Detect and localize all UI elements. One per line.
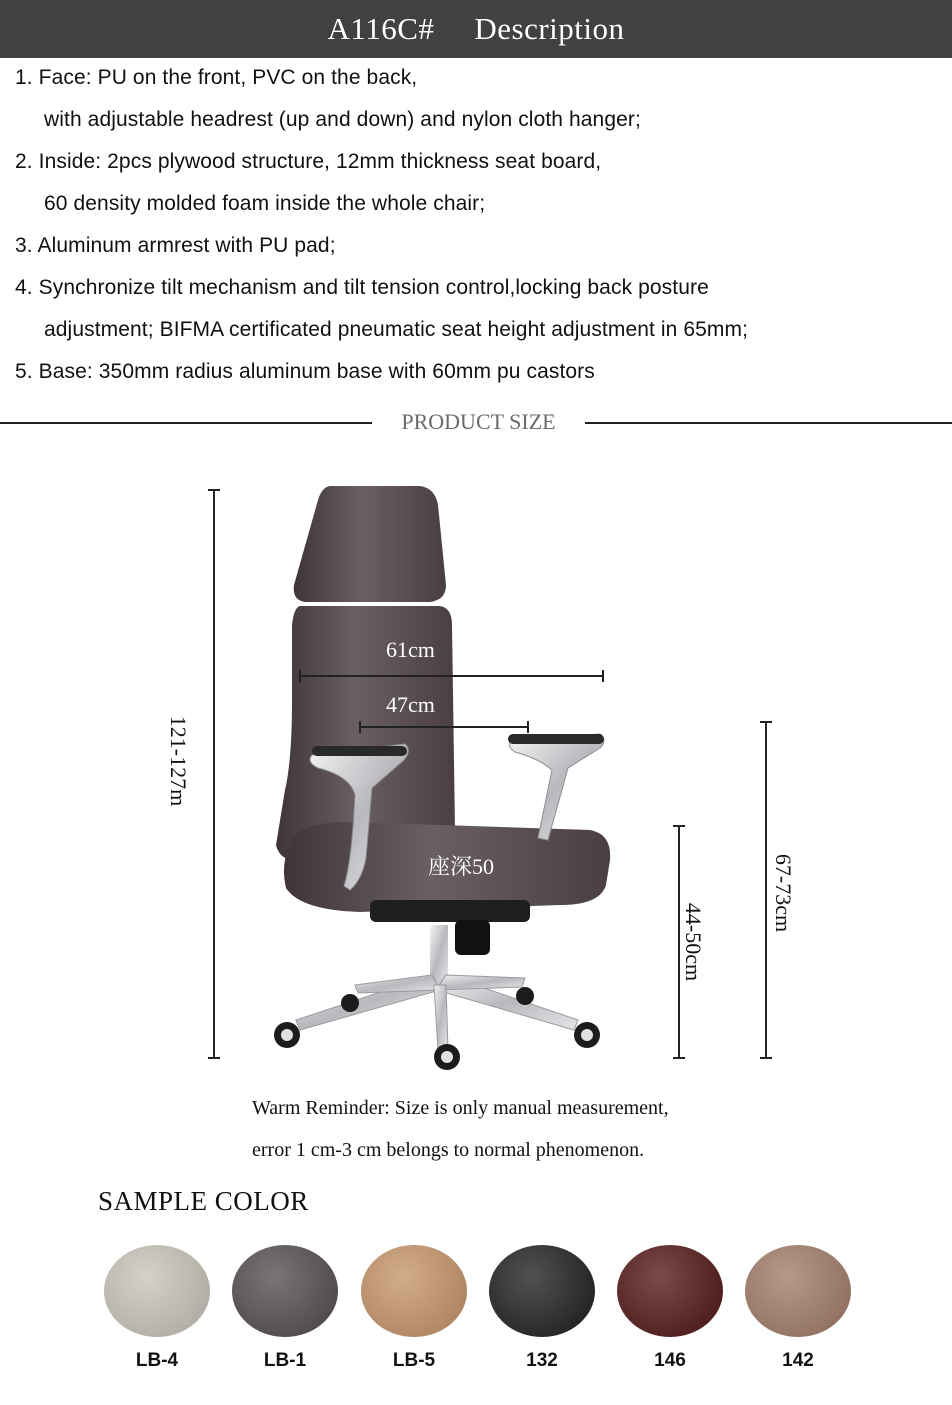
seat-height-label: 44-50cm [681, 902, 706, 982]
header-bar [0, 0, 952, 58]
reminder-line: Warm Reminder: Size is only manual measurement, [252, 1097, 669, 1119]
description-line: 4. Synchronize tilt mechanism and tilt tension control,locking back posture [15, 276, 709, 299]
arm-height-label: 67-73cm [771, 853, 796, 933]
chair-illustration [0, 470, 952, 1080]
chair-mechanism [370, 900, 530, 922]
description-line: adjustment; BIFMA certificated pneumatic seat height adjustment in 65mm; [44, 318, 749, 341]
swatch-label: 146 [654, 1350, 686, 1371]
description-list [15, 60, 940, 396]
header-title: Description [474, 11, 625, 46]
description-line: 1. Face: PU on the front, PVC on the back, [15, 66, 418, 89]
description-line: 3. Aluminum armrest with PU pad; [15, 234, 336, 257]
seat-depth-label: 座深50 [428, 854, 495, 879]
divider-rule-left [0, 422, 372, 424]
description-line: 5. Base: 350mm radius aluminum base with 60mm pu castors [15, 360, 595, 383]
chair-headrest [294, 486, 446, 602]
description-line: 60 density molded foam inside the whole chair; [44, 192, 486, 215]
description-line: 2. Inside: 2pcs plywood structure, 12mm thickness seat board, [15, 150, 602, 173]
swatch-label: 132 [526, 1350, 558, 1371]
chair-base [296, 975, 578, 1050]
divider-rule-right [585, 422, 952, 424]
seat-width-label: 47cm [386, 692, 435, 717]
swatch-label: LB-1 [263, 1350, 307, 1371]
back-width-label: 61cm [386, 637, 435, 662]
product-size-title: PRODUCT SIZE [401, 409, 556, 434]
swatch-label: LB-4 [135, 1350, 179, 1371]
total-height-label: 121-127m [166, 715, 191, 807]
model-number: A116C# [327, 11, 435, 46]
sample-color-title: SAMPLE COLOR [98, 1186, 309, 1216]
color-swatch-142[interactable] [745, 1245, 851, 1337]
description-line: with adjustable headrest (up and down) and nylon cloth hanger; [44, 108, 641, 131]
reminder-line: error 1 cm-3 cm belongs to normal phenomenon. [252, 1139, 645, 1161]
color-swatch-lb-5[interactable] [361, 1245, 467, 1337]
swatch-label: 142 [782, 1350, 814, 1371]
chair-right-armrest [510, 734, 604, 840]
color-swatch-146[interactable] [617, 1245, 723, 1337]
warm-reminder [252, 1087, 669, 1171]
color-swatch-lb-1[interactable] [232, 1245, 338, 1337]
color-swatch-lb-4[interactable] [104, 1245, 210, 1337]
color-swatch-132[interactable] [489, 1245, 595, 1337]
swatch-label: LB-5 [392, 1350, 436, 1371]
